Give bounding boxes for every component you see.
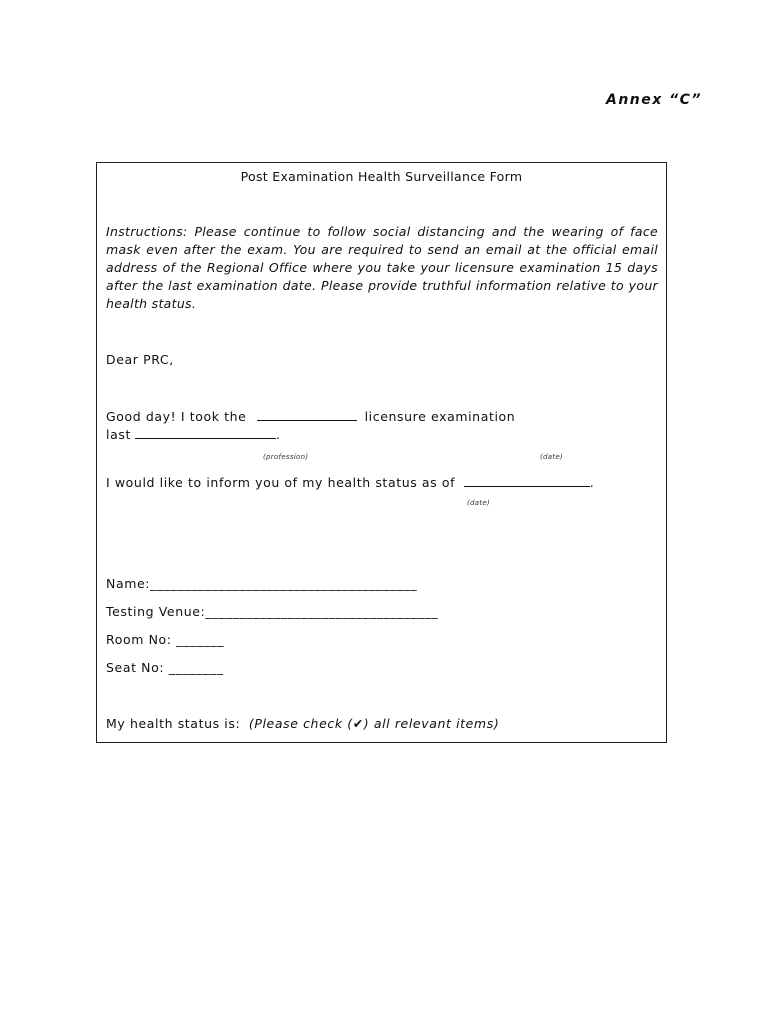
exam-sentence-prefix: Good day! I took the [106, 409, 247, 424]
health-surveillance-form [96, 162, 667, 743]
health-status-label: My health status is: [106, 716, 241, 731]
line3-period: . [589, 475, 595, 490]
salutation: Dear PRC, [106, 352, 174, 367]
form-instructions: Instructions: Please continue to follow social distancing and the wearing of face mask even after the exam. You are required to send an email at the official email address of the Regional Office where you take your licensure examination 15 days after the last examination date. Please provide truthful information relative to your health status. [106, 224, 658, 311]
health-status-prefix: I would like to inform you of my health status as of [106, 475, 456, 490]
caption-profession: (profession) [263, 453, 309, 461]
exam-date-blank[interactable] [135, 425, 276, 439]
caption-date: (date) [540, 453, 564, 461]
annex-label: Annex “C” [606, 92, 702, 108]
health-status-line [106, 716, 499, 731]
health-status-sentence [106, 473, 594, 490]
caption-status-date: (date) [467, 499, 491, 507]
form-title: Post Examination Health Surveillance Form [240, 169, 523, 184]
name-field[interactable]: Name:_______________________________________ [106, 576, 418, 591]
last-label: last [106, 427, 131, 442]
exam-sentence-line2 [106, 425, 281, 442]
exam-sentence-suffix: licensure examination [364, 409, 516, 424]
testing-venue-field[interactable]: Testing Venue:__________________________________ [106, 604, 439, 619]
room-number-field[interactable]: Room No: _______ [106, 632, 225, 647]
exam-sentence-line1 [106, 407, 515, 424]
health-status-instruction: (Please check (✔) all relevant items) [248, 716, 500, 731]
profession-blank[interactable] [257, 407, 357, 421]
seat-number-field[interactable]: Seat No: ________ [106, 660, 224, 675]
status-date-blank[interactable] [464, 473, 590, 487]
line2-period: . [275, 427, 281, 442]
